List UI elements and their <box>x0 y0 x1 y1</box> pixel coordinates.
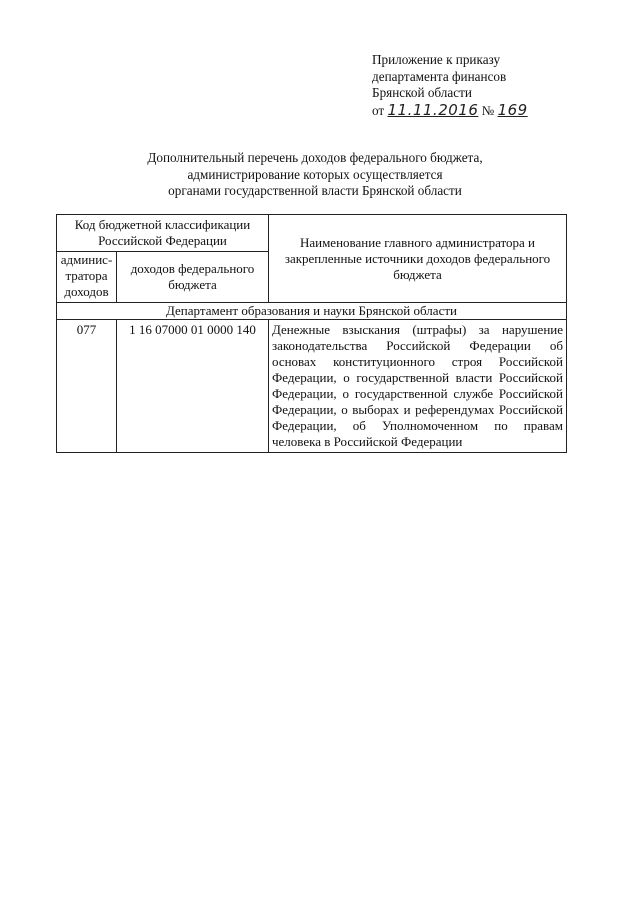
appendix-date-line <box>372 102 612 120</box>
handwritten-number: 169 <box>497 100 528 119</box>
title-line-1: Дополнительный перечень доходов федерального бюджета, <box>147 150 483 165</box>
section-row <box>57 303 567 320</box>
title-line-2: администрирование которых осуществляется <box>187 166 443 182</box>
appendix-line-1: Приложение к приказу <box>372 52 501 67</box>
date-prefix: от <box>372 102 385 118</box>
handwritten-date: 11.11.2016 <box>387 100 479 119</box>
appendix-line-2: департамента финансов <box>372 68 507 84</box>
table-row <box>57 320 567 453</box>
income-code-cell: 1 16 07000 01 0000 140 <box>117 320 269 453</box>
appendix-block <box>372 52 612 119</box>
income-column-header: доходов федерального бюджета <box>117 252 269 303</box>
description-cell: Денежные взыскания (штрафы) за нарушение законодательства Российской Федерации об основах конституционного строя Российской Федерации, о государственной власти Российской Федерации, о государственной службе Российской Федерации, о выборах и референдумах Российской Федерации, об Уполномоченном по правам человека в Российской Федерации <box>269 320 567 453</box>
number-prefix: № <box>481 102 495 118</box>
code-group-header: Код бюджетной классификации Российской Федерации <box>57 215 269 252</box>
header-row-1 <box>57 215 567 252</box>
name-column-header: Наименование главного администратора и закрепленные источники доходов федерального бюджета <box>269 215 567 303</box>
revenue-table <box>56 214 567 453</box>
document-title <box>100 150 530 200</box>
admin-column-header: админис-тратора доходов <box>57 252 117 303</box>
title-line-3: органами государственной власти Брянской области <box>168 183 462 198</box>
appendix-line-3: Брянской области <box>372 85 472 100</box>
admin-code-cell: 077 <box>57 320 117 453</box>
section-title: Департамент образования и науки Брянской области <box>57 303 567 320</box>
